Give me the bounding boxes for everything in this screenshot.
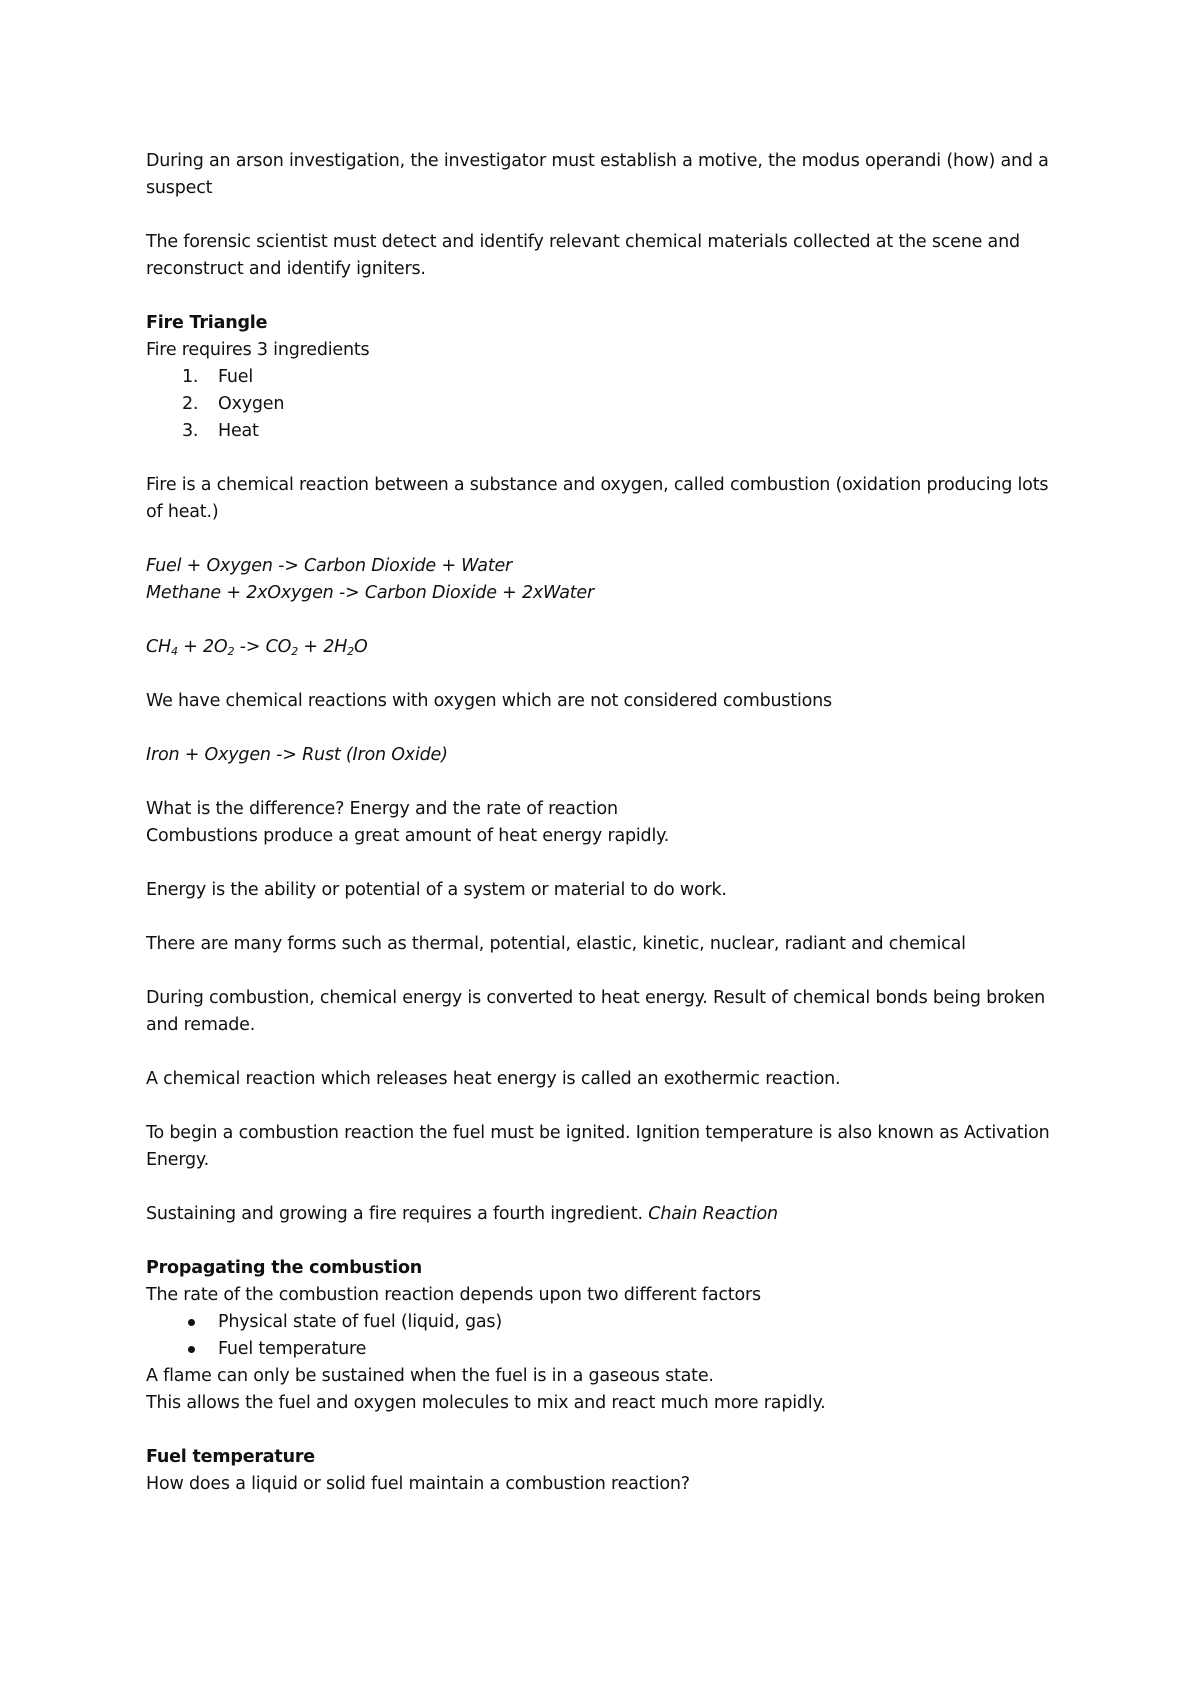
chain-reaction-term: Chain Reaction	[648, 1204, 778, 1224]
formula-subscript: 2	[291, 645, 299, 658]
fuel-temperature-question: How does a liquid or solid fuel maintain a combustion reaction?	[146, 1474, 690, 1494]
factors-list	[146, 1309, 1066, 1363]
formula-subscript: 2	[227, 645, 235, 658]
paragraph-energy-forms: There are many forms such as thermal, potential, elastic, kinetic, nuclear, radiant and chemical	[146, 934, 966, 954]
bullet-icon	[188, 1346, 195, 1353]
list-item	[146, 1336, 1066, 1363]
paragraph-exothermic: A chemical reaction which releases heat energy is called an exothermic reaction.	[146, 1069, 841, 1089]
propagating-intro: The rate of the combustion reaction depends upon two different factors	[146, 1285, 761, 1305]
difference-answer: Combustions produce a great amount of heat energy rapidly.	[146, 826, 670, 846]
section-propagating	[146, 1255, 1066, 1417]
section-fire-triangle	[146, 310, 1066, 445]
list-number: 3.	[182, 421, 199, 441]
paragraph-energy-definition: Energy is the ability or potential of a system or material to do work.	[146, 880, 727, 900]
paragraph-arson-investigation: During an arson investigation, the investigator must establish a motive, the modus operandi (how) and a suspect	[146, 151, 1049, 198]
paragraph-energy-conversion: During combustion, chemical energy is converted to heat energy. Result of chemical bonds being broken and remade.	[146, 988, 1045, 1035]
list-item-label: Fuel temperature	[218, 1339, 367, 1359]
formula-subscript: 4	[170, 645, 178, 658]
propagating-flame-line: A flame can only be sustained when the fuel is in a gaseous state.	[146, 1366, 714, 1386]
list-item	[146, 364, 1066, 391]
formula-subscript: 2	[347, 645, 354, 658]
chemical-formula	[146, 634, 1066, 661]
list-item	[146, 391, 1066, 418]
formula-part: -> CO	[234, 637, 292, 657]
bullet-icon	[188, 1319, 195, 1326]
paragraph-activation-energy: To begin a combustion reaction the fuel must be ignited. Ignition temperature is also known as Activation Energy.	[146, 1123, 1050, 1170]
equation-fuel-oxygen: Fuel + Oxygen -> Carbon Dioxide + Water	[146, 556, 513, 576]
paragraph-difference	[146, 796, 1066, 850]
paragraph-non-combustion: We have chemical reactions with oxygen which are not considered combustions	[146, 691, 832, 711]
list-item	[146, 1309, 1066, 1336]
heading-fire-triangle: Fire Triangle	[146, 313, 268, 333]
paragraph-combustion-definition: Fire is a chemical reaction between a substance and oxygen, called combustion (oxidation producing lots of heat.)	[146, 475, 1049, 522]
paragraph-forensic-scientist: The forensic scientist must detect and identify relevant chemical materials collected at the scene and reconstruct and identify igniters.	[146, 232, 1020, 279]
difference-question: What is the difference? Energy and the rate of reaction	[146, 799, 618, 819]
formula-part: O	[353, 637, 368, 657]
document-body	[146, 148, 1066, 1498]
list-item-label: Fuel	[218, 367, 254, 387]
equation-block	[146, 553, 1066, 607]
fire-ingredients-list	[146, 364, 1066, 445]
equation-methane: Methane + 2xOxygen -> Carbon Dioxide + 2xWater	[146, 583, 594, 603]
list-item-label: Oxygen	[218, 394, 285, 414]
list-number: 1.	[182, 367, 199, 387]
formula-part: + 2O	[177, 637, 228, 657]
list-number: 2.	[182, 394, 199, 414]
formula-part: CH	[146, 637, 171, 657]
list-item-label: Heat	[218, 421, 259, 441]
equation-iron-rust: Iron + Oxygen -> Rust (Iron Oxide)	[146, 745, 448, 765]
formula-part: + 2H	[298, 637, 348, 657]
paragraph-chain-reaction	[146, 1201, 1066, 1228]
chain-reaction-text: Sustaining and growing a fire requires a fourth ingredient.	[146, 1204, 649, 1224]
section-fuel-temperature	[146, 1444, 1066, 1498]
list-item	[146, 418, 1066, 445]
heading-fuel-temperature: Fuel temperature	[146, 1447, 315, 1467]
list-item-label: Physical state of fuel (liquid, gas)	[218, 1312, 502, 1332]
propagating-mix-line: This allows the fuel and oxygen molecules to mix and react much more rapidly.	[146, 1393, 826, 1413]
heading-propagating: Propagating the combustion	[146, 1258, 423, 1278]
fire-triangle-intro: Fire requires 3 ingredients	[146, 340, 370, 360]
